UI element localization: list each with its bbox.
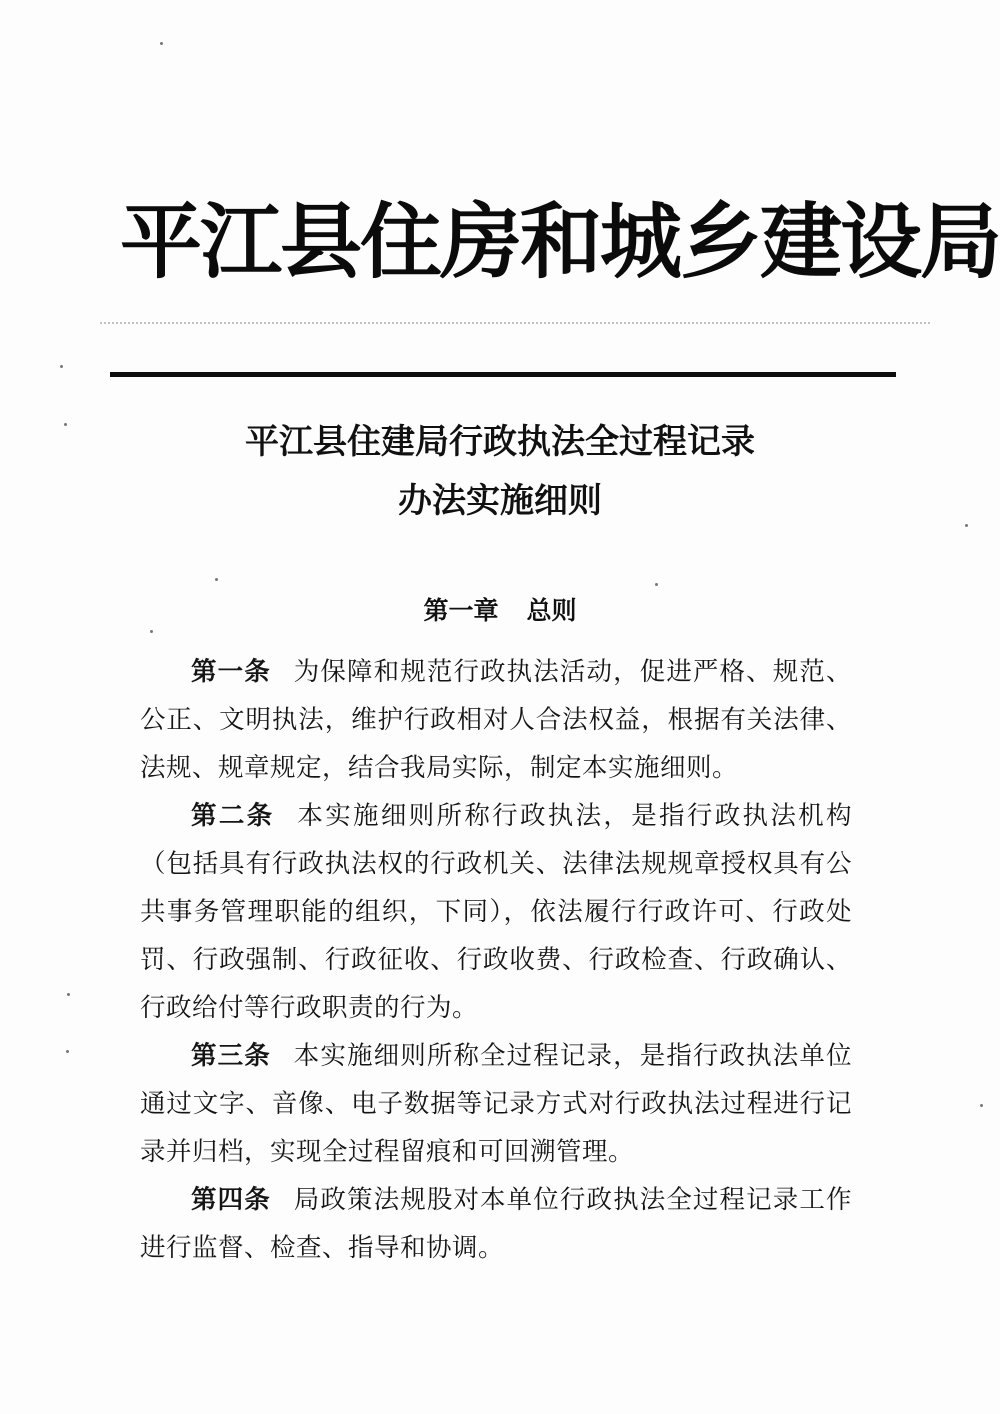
article-text: 本实施细则所称全过程记录，是指行政执法单位通过文字、音像、电子数据等记录方式对行政执法过程进行记录并归档，实现全过程留痕和可回溯管理。 [140, 1041, 852, 1167]
scan-speck [60, 365, 63, 368]
article-number: 第一条 [191, 657, 271, 687]
article-2 [140, 792, 852, 1032]
scan-speck [150, 630, 153, 633]
agency-letterhead-title: 平江县住房和城乡建设局 [120, 195, 1000, 290]
article-4 [140, 1176, 852, 1272]
scan-speck [67, 993, 70, 996]
document-title-line2: 办法实施细则 [398, 481, 602, 521]
letterhead-rule [110, 372, 896, 377]
article-number: 第四条 [191, 1185, 271, 1215]
article-text: 本实施细则所称行政执法，是指行政执法机构（包括具有行政执法权的行政机关、法律法规规章授权具有公共事务管理职能的组织，下同），依法履行行政许可、行政处罚、行政强制、行政征收、行政收费、行政检查、行政确认、行政给付等行政职责的行为。 [140, 801, 852, 1023]
scan-speck [215, 578, 218, 581]
article-text: 局政策法规股对本单位行政执法全过程记录工作进行监督、检查、指导和协调。 [140, 1185, 852, 1263]
articles-body [140, 648, 852, 1272]
scan-speck [160, 42, 163, 45]
scan-speck [980, 1104, 983, 1107]
article-1 [140, 648, 852, 792]
chapter-number: 第一章 [423, 596, 499, 625]
scan-speck [66, 1050, 69, 1053]
document-title-line1: 平江县住建局行政执法全过程记录 [245, 422, 755, 462]
article-3 [140, 1032, 852, 1176]
scan-speck [64, 423, 67, 426]
chapter-name: 总则 [526, 596, 577, 625]
scan-speckle-line [100, 322, 930, 332]
scan-speck [965, 524, 968, 527]
scan-speck [655, 583, 658, 586]
article-number: 第三条 [191, 1041, 271, 1071]
article-text: 为保障和规范行政执法活动，促进严格、规范、公正、文明执法，维护行政相对人合法权益，根据有关法律、法规、规章规定，结合我局实际，制定本实施细则。 [140, 657, 852, 783]
article-number: 第二条 [191, 801, 275, 831]
chapter-heading [0, 591, 1000, 627]
